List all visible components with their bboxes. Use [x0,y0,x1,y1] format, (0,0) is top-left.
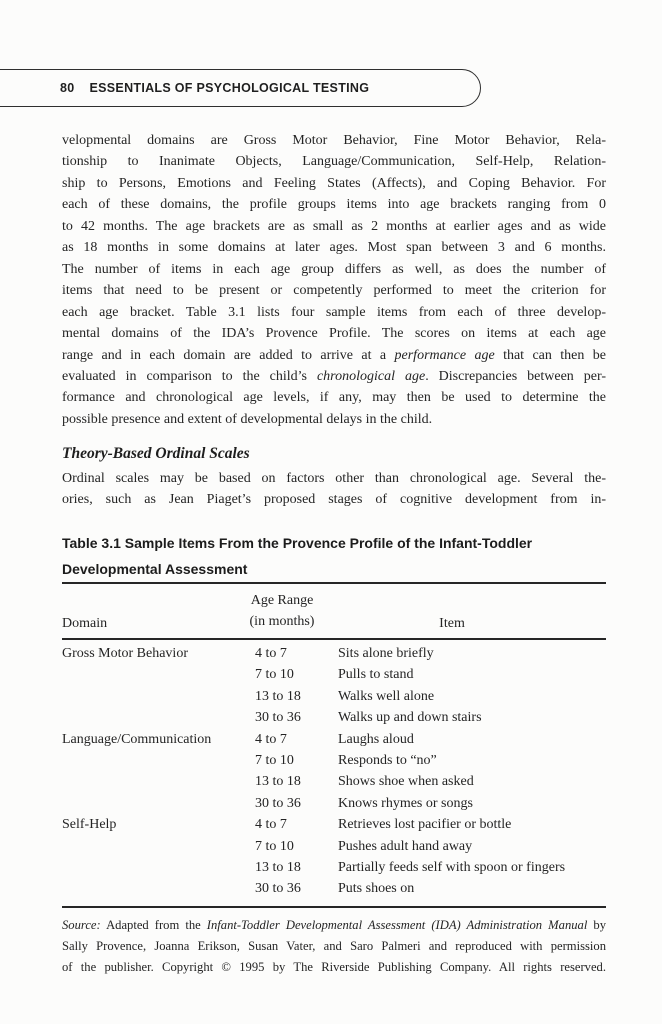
text-line: range and in each domain are added to arrive at a performance age that can then be [62,347,606,363]
table-row [62,857,606,878]
table-cell-domain: Gross Motor Behavior [62,646,188,661]
table-title [62,530,606,582]
table-row [62,814,606,835]
section-heading: Theory-Based Ordinal Scales [62,445,250,462]
text-line: velopmental domains are Gross Motor Behavior, Fine Motor Behavior, Rela- [62,133,606,148]
table-cell-age: 4 to 7 [255,646,287,661]
text-line: Ordinal scales may be based on factors other than chronological age. Several the- [62,471,606,486]
table-cell-age: 30 to 36 [255,795,301,811]
table-cell-item: Knows rhymes or songs [338,795,473,811]
table-cell-item: Sits alone briefly [338,646,434,661]
text-line: possible presence and extent of developmental delays in the child. [62,411,433,427]
table-cell-age: 13 to 18 [255,774,301,790]
table-cell-domain [62,771,255,792]
text-line: Source: Adapted from the Infant-Toddler Developmental Assessment (IDA) Administration Manual by [62,918,606,932]
running-head [0,69,481,107]
paragraph-2 [62,468,606,511]
text-line: mental domains of the IDA’s Provence Profile. The scores on items at each age [62,326,606,342]
text-line: items that need to be present or competently performed to meet the criterion for [62,283,606,299]
table-cell-item: Pulls to stand [338,667,414,683]
column-header-domain: Domain [62,616,108,631]
text-line: ship to Persons, Emotions and Feeling States (Affects), and Coping Behavior. For [62,175,606,191]
table-cell-age: 30 to 36 [255,881,301,897]
table-cell-age: 13 to 18 [255,688,301,704]
table-row [62,771,606,792]
table-cell-item: Walks well alone [338,688,435,704]
table-cell-domain [62,878,255,899]
text-line: of the publisher. Copyright © 1995 by The Riverside Publishing Company. All rights reserved. [62,960,606,974]
table-cell-domain [62,707,255,728]
column-header-age-range [212,590,352,632]
text-line: evaluated in comparison to the child’s chronological age. Discrepancies between per- [62,368,607,384]
table-cell-item: Partially feeds self with spoon or fingers [338,860,566,876]
table-body [62,643,606,900]
text-line: as 18 months in some domains at later ages. Most span between 3 and 6 months. [62,240,606,256]
table-cell-item: Walks up and down stairs [338,710,482,726]
table-cell-domain [62,857,255,878]
page-number: 80 [60,81,75,95]
table-cell-item: Responds to “no” [338,753,437,769]
table-cell-age: 7 to 10 [255,753,294,769]
table-cell-item: Puts shoes on [338,881,415,897]
text-line: to 42 months. The age brackets are as small as 2 months at earlier ages and as wide [62,218,606,234]
table-cell-age: 30 to 36 [255,710,301,726]
table-row [62,878,606,899]
table-cell-age: 4 to 7 [255,731,287,747]
table-cell-domain [62,836,255,857]
table-cell-item: Laughs aloud [338,731,414,747]
source-note [62,915,606,978]
table-rule-header [62,638,606,640]
table-row [62,793,606,814]
table-cell-age: 7 to 10 [255,838,294,854]
table-cell-domain [62,686,255,707]
running-head-title: ESSENTIALS OF PSYCHOLOGICAL TESTING [89,81,370,95]
table-cell-age: 7 to 10 [255,667,294,683]
table-cell-domain [62,793,255,814]
table-row [62,750,606,771]
table-cell-age: 4 to 7 [255,817,287,833]
table-row [62,643,606,664]
column-header-item: Item [439,616,465,631]
table-column-headers [62,590,606,635]
text-line: each age bracket. Table 3.1 lists four sample items from each of three develop- [62,304,606,320]
table-row [62,836,606,857]
table-cell-domain [62,664,255,685]
table-cell-domain: Language/Communication [62,731,212,747]
text-line: The number of items in each age group differs as well, as does the number of [62,261,606,277]
column-header-age-line1: Age Range [250,593,314,608]
table-row [62,686,606,707]
table-rule-top [62,582,606,584]
paragraph-1 [62,130,606,430]
text-line: Developmental Assessment [62,561,248,577]
text-line: formance and chronological age levels, if any, may then be used to determine the [62,390,606,406]
text-line: Table 3.1 Sample Items From the Provence Profile of the Infant-Toddler [62,535,533,551]
table-cell-item: Retrieves lost pacifier or bottle [338,817,512,833]
text-line: each of these domains, the profile groups items into age brackets ranging from 0 [62,197,606,213]
table-cell-domain [62,750,255,771]
table-row [62,707,606,728]
text-line: Sally Provence, Joanna Erikson, Susan Vater, and Saro Palmeri and reproduced with permission [62,939,606,953]
table-row [62,729,606,750]
table-cell-domain: Self-Help [62,817,117,833]
text-line: ories, such as Jean Piaget’s proposed stages of cognitive development from in- [62,492,606,508]
column-header-age-line2: (in months) [249,614,315,629]
table-row [62,664,606,685]
table-cell-item: Shows shoe when asked [338,774,474,790]
table-cell-age: 13 to 18 [255,860,301,876]
table-rule-bottom [62,906,606,908]
table-cell-item: Pushes adult hand away [338,838,473,854]
text-line: tionship to Inanimate Objects, Language/Communication, Self-Help, Relation- [62,154,606,170]
